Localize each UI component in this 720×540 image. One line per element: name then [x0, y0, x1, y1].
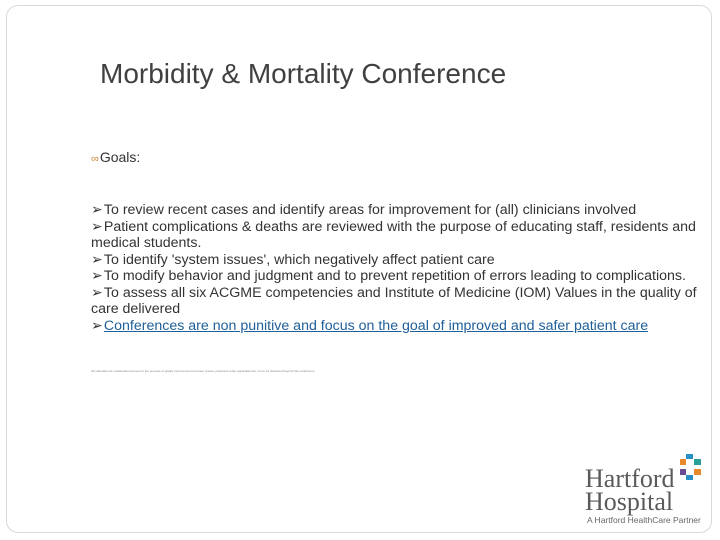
- arrow-bullet-icon: ➢: [91, 202, 103, 218]
- arrow-bullet-icon: ➢: [91, 268, 103, 284]
- goal-item: [91, 268, 703, 285]
- slide-title: Morbidity & Mortality Conference: [100, 58, 507, 89]
- goal-item: [91, 219, 703, 252]
- goal-text: To assess all six ACGME competencies and Institute of Medicine (IOM) Values in the quality of care delivered: [91, 284, 697, 317]
- goal-item: [91, 285, 703, 318]
- goal-text: To modify behavior and judgment and to prevent repetition of errors leading to complications.: [103, 268, 686, 284]
- arrow-bullet-icon: ➢: [91, 218, 103, 235]
- bullet-swirl-icon: ∞: [91, 153, 99, 165]
- goal-text: Patient complications & deaths are reviewed with the purpose of educating staff, residents and medical students.: [91, 218, 696, 251]
- goal-item: [91, 202, 703, 219]
- goals-label: Goals:: [99, 149, 141, 165]
- arrow-bullet-icon: ➢: [91, 317, 103, 334]
- arrow-bullet-icon: ➢: [91, 251, 103, 268]
- goal-text: To identify 'system issues', which negatively affect patient care: [103, 251, 495, 268]
- logo-line-1: Hartford: [585, 464, 675, 493]
- logo-line-2: Hospital: [585, 487, 674, 516]
- goal-text: To review recent cases and identify areas for improvement for (all) clinicians involved: [103, 202, 637, 218]
- arrow-bullet-icon: ➢: [91, 284, 103, 301]
- goals-heading: [91, 149, 140, 165]
- logo-cross-icon: [677, 454, 703, 480]
- fine-print: All materials are confidential and are for the purpose of quality improvement and peer review, protected under applicable law; not to be disclosed beyond this conference.: [91, 369, 316, 373]
- goal-item: [91, 252, 703, 269]
- goal-link-text[interactable]: Conferences are non punitive and focus on the goal of improved and safer patient care: [103, 317, 649, 334]
- goals-list: [91, 202, 703, 334]
- goal-item-link[interactable]: [91, 318, 703, 335]
- logo-tagline: A Hartford HealthCare Partner: [587, 515, 701, 525]
